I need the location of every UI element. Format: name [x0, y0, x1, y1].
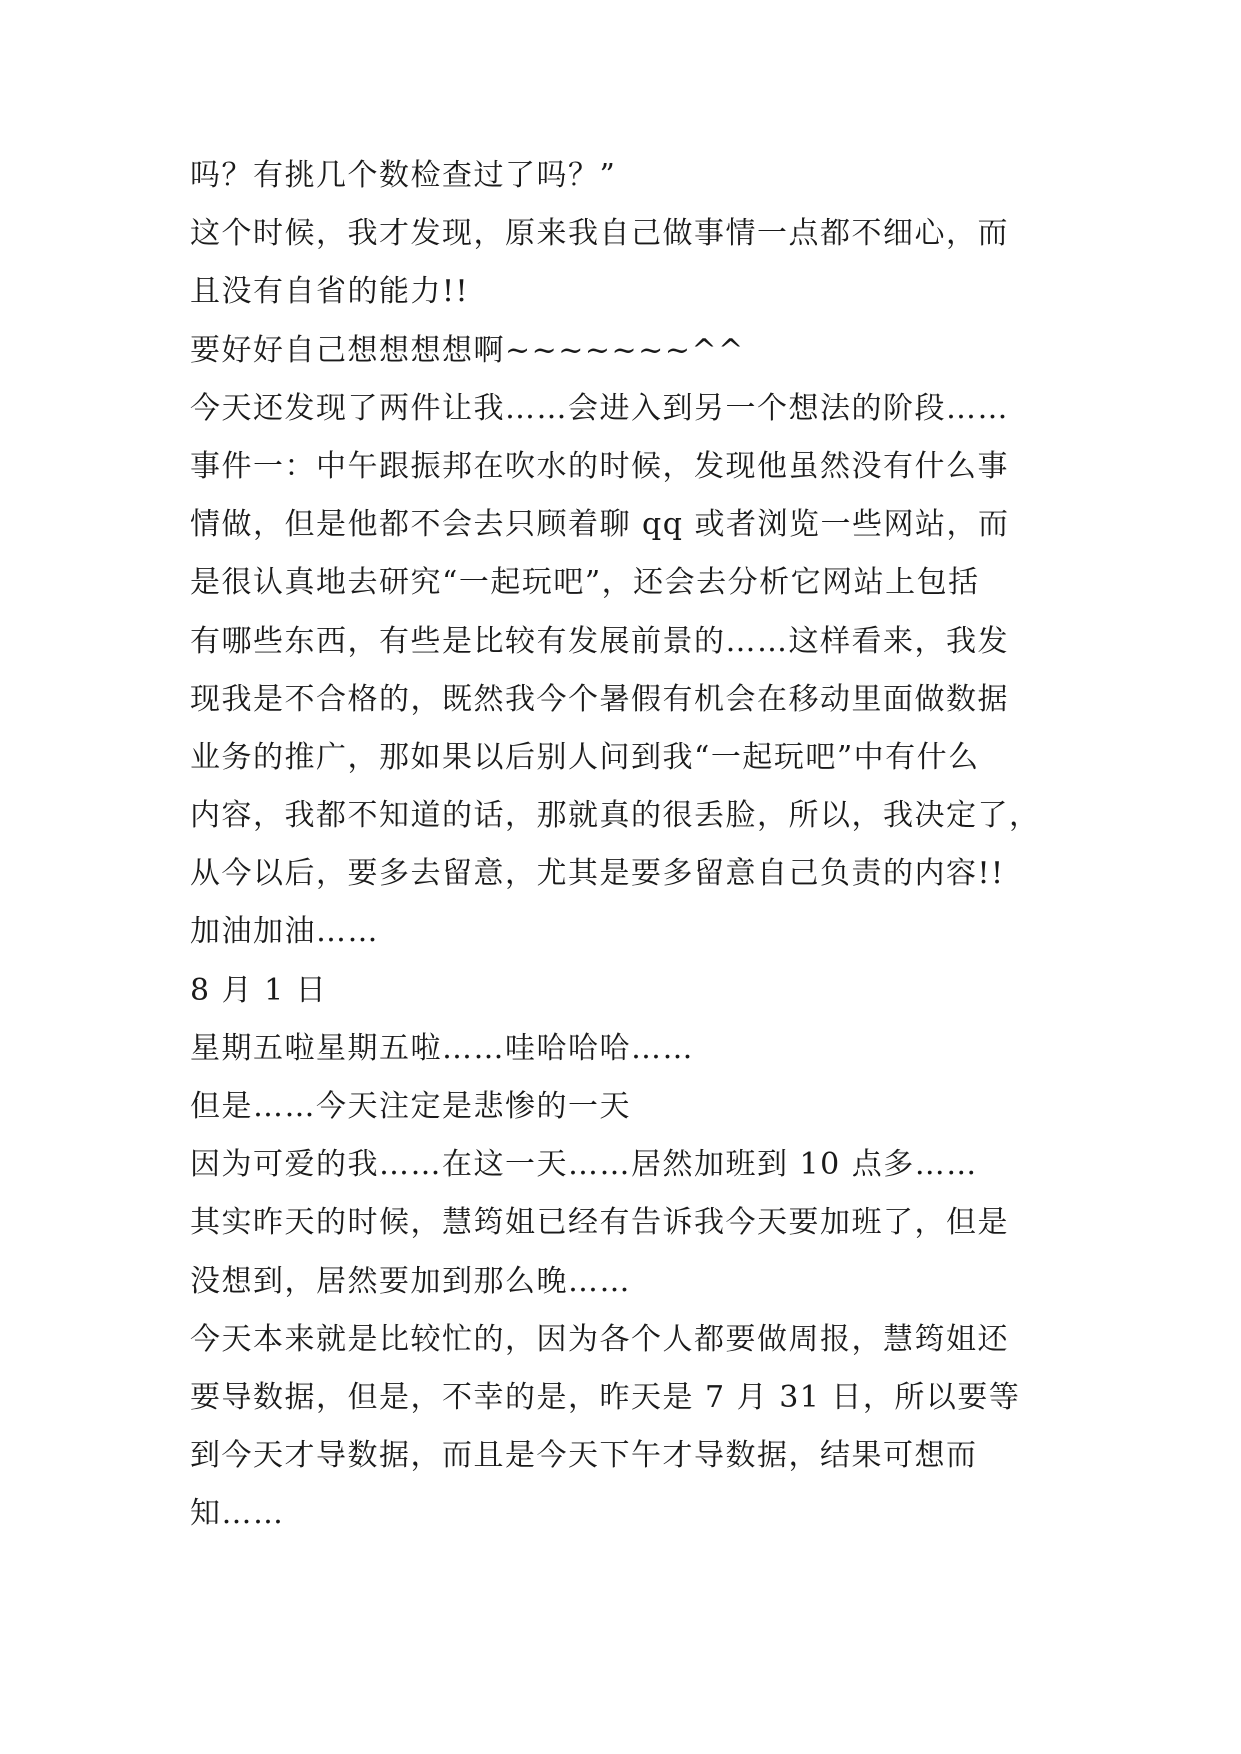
document-body — [190, 147, 1070, 1544]
text-line: 现我是不合格的，既然我今个暑假有机会在移动里面做数据 — [190, 681, 1009, 717]
text-line: 内容，我都不知道的话，那就真的很丢脸，所以，我决定了， — [190, 798, 1041, 834]
text-line: 因为可爱的我……在这一天……居然加班到 10 点多…… — [190, 1147, 978, 1183]
text-line: 且没有自省的能力!! — [190, 274, 470, 310]
text-line: 知…… — [190, 1496, 285, 1532]
text-line: 星期五啦星期五啦……哇哈哈哈…… — [190, 1030, 694, 1066]
text-line: 事件一：中午跟振邦在吹水的时候，发现他虽然没有什么事 — [190, 448, 1009, 484]
text-line: 情做，但是他都不会去只顾着聊 qq 或者浏览一些网站，而 — [190, 507, 1010, 543]
text-line: 从今以后，要多去留意，尤其是要多留意自己负责的内容!! — [190, 856, 1005, 892]
text-line: 其实昨天的时候，慧筠姐已经有告诉我今天要加班了，但是 — [190, 1205, 1009, 1241]
text-line: 要导数据，但是，不幸的是，昨天是 7 月 31 日，所以要等 — [190, 1379, 1021, 1415]
text-line: 没想到，居然要加到那么晚…… — [190, 1263, 631, 1299]
text-line: 但是……今天注定是悲惨的一天 — [190, 1089, 631, 1124]
text-line: 今天还发现了两件让我……会进入到另一个想法的阶段…… — [190, 390, 1009, 426]
text-line: 这个时候，我才发现，原来我自己做事情一点都不细心，而 — [190, 216, 1009, 252]
text-line: 有哪些东西，有些是比较有发展前景的……这样看来，我发 — [190, 623, 1009, 659]
text-line: 吗？有挑几个数检查过了吗？” — [190, 158, 617, 193]
text-line: 要好好自己想想想想啊~~~~~~~^^ — [190, 332, 745, 368]
text-line: 加油加油…… — [190, 914, 379, 950]
text-line: 今天本来就是比较忙的，因为各个人都要做周报，慧筠姐还 — [190, 1321, 1009, 1357]
text-line: 是很认真地去研究“一起玩吧”，还会去分析它网站上包括 — [190, 565, 980, 601]
text-line: 到今天才导数据，而且是今天下午才导数据，结果可想而 — [190, 1438, 978, 1474]
date-heading: 8 月 1 日 — [190, 972, 328, 1008]
text-line: 业务的推广，那如果以后别人问到我“一起玩吧”中有什么 — [190, 739, 980, 775]
